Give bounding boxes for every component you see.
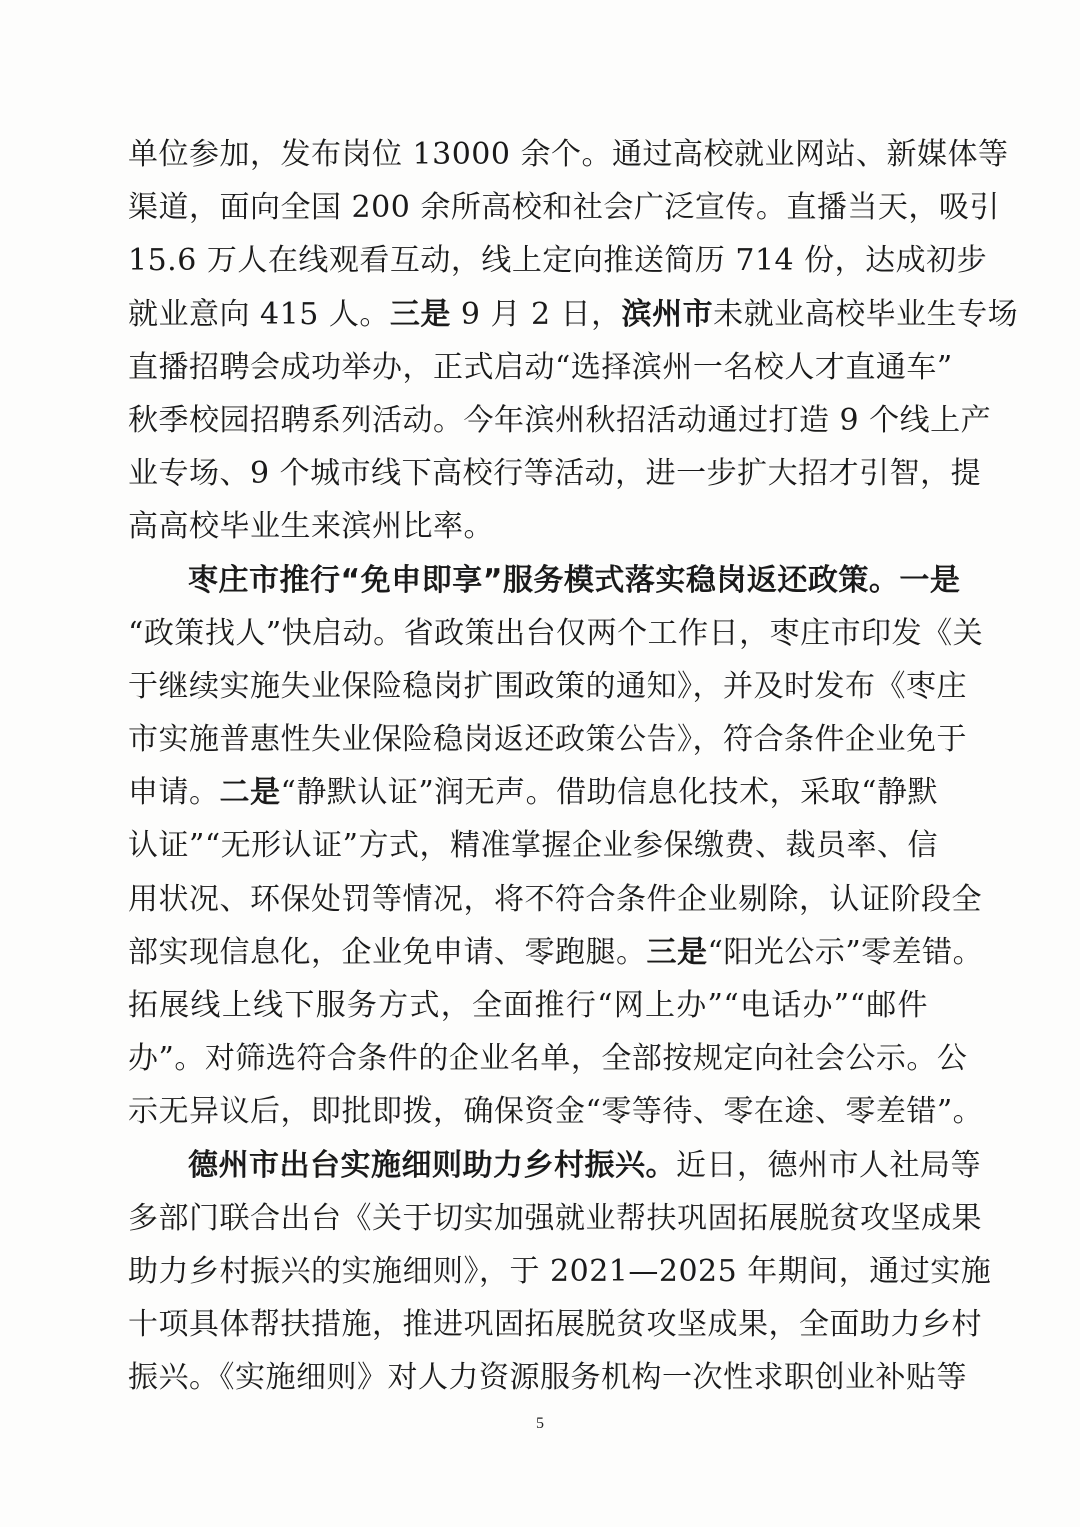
- text-line: [128, 1139, 981, 1192]
- text-line: [128, 181, 1000, 234]
- text-run: “阳光公示”零差错。: [707, 934, 984, 970]
- text-line: [128, 660, 967, 713]
- text-run: 秋季校园招聘系列活动。今年滨州秋招活动通过打造 9 个线上产: [128, 402, 992, 438]
- text-line: [128, 1351, 967, 1404]
- text-run: 于继续实施失业保险稳岗扩围政策的通知》，并及时发布《枣庄: [128, 668, 967, 704]
- text-line: [128, 128, 1009, 181]
- text-line: [128, 607, 984, 660]
- text-run: 单位参加，发布岗位 13000 余个。通过高校就业网站、新媒体等: [128, 137, 1009, 172]
- text-run: 就业意向 415 人。: [128, 296, 390, 332]
- text-line: [128, 447, 982, 500]
- text-run: 未就业高校毕业生专场: [713, 296, 1019, 332]
- text-line: [128, 766, 939, 819]
- text-run: 渠道，面向全国 200 余所高校和社会广泛宣传。直播当天，吸引: [128, 190, 1000, 226]
- text-run: 用状况、环保处罚等情况，将不符合条件企业剔除，认证阶段全: [128, 881, 982, 917]
- bold-text-run: 德州市出台实施细则助力乡村振兴。: [188, 1147, 676, 1183]
- bold-text-run: 三是: [389, 296, 451, 332]
- text-line: [128, 1032, 968, 1085]
- text-line: [128, 926, 984, 979]
- text-run: 15.6 万人在线观看互动，线上定向推送简历 714 份，达成初步: [128, 243, 988, 279]
- text-run: “静默认证”润无声。借助信息化技术，采取“静默: [280, 775, 939, 811]
- text-line: [128, 394, 992, 447]
- bold-text-run: 三是: [646, 934, 708, 970]
- text-line: [128, 873, 982, 926]
- text-run: 9 月 2 日，: [450, 296, 622, 332]
- text-line: [128, 341, 953, 394]
- text-run: 直播招聘会成功举办，正式启动“选择滨州一名校人才直通车”: [128, 349, 953, 385]
- text-line: [128, 819, 939, 872]
- text-run: 助力乡村振兴的实施细则》，于 2021—2025 年期间，通过实施: [128, 1253, 992, 1289]
- bold-text-run: 枣庄市推行“免申即享”服务模式落实稳岗返还政策。一是: [188, 562, 961, 598]
- text-line: [128, 288, 1019, 341]
- text-run: 振兴。《实施细则》对人力资源服务机构一次性求职创业补贴等: [128, 1360, 967, 1396]
- text-run: 部实现信息化，企业免申请、零跑腿。: [128, 934, 647, 970]
- paragraph: [128, 554, 984, 1139]
- text-line: [128, 234, 988, 287]
- text-run: 近日，德州市人社局等: [676, 1147, 981, 1183]
- paragraph: [128, 128, 1019, 554]
- bold-text-run: 二是: [219, 775, 281, 811]
- bold-text-run: 滨州市: [621, 296, 714, 332]
- text-line: [128, 979, 928, 1032]
- text-run: 办”。对筛选符合条件的企业名单，全部按规定向社会公示。公: [128, 1041, 968, 1077]
- text-run: “政策找人”快启动。省政策出台仅两个工作日，枣庄市印发《关: [128, 615, 984, 651]
- text-line: [128, 500, 928, 553]
- text-run: 十项具体帮扶措施，推进巩固拓展脱贫攻坚成果，全面助力乡村: [128, 1307, 982, 1343]
- text-line: [128, 1298, 982, 1351]
- page-number: 5: [536, 1415, 544, 1432]
- text-run: 高高校毕业生来滨州比率。: [128, 509, 494, 545]
- body-text: [128, 128, 1019, 1405]
- text-run: 业专场、9 个城市线下高校行等活动，进一步扩大招才引智，提: [128, 456, 982, 492]
- text-line: [128, 1245, 992, 1298]
- paragraph: [128, 1139, 992, 1405]
- text-run: 申请。: [128, 775, 220, 811]
- text-line: [128, 554, 961, 607]
- text-run: 示无异议后，即批即拨，确保资金“零等待、零在途、零差错”。: [128, 1094, 984, 1130]
- text-run: 拓展线上线下服务方式，全面推行“网上办”“电话办”“邮件: [128, 988, 928, 1023]
- text-run: 认证”“无形认证”方式，精准掌握企业参保缴费、裁员率、信: [128, 828, 939, 864]
- text-line: [128, 1192, 982, 1245]
- text-line: [128, 1085, 984, 1138]
- text-run: 多部门联合出台《关于切实加强就业帮扶巩固拓展脱贫攻坚成果: [128, 1200, 982, 1236]
- text-line: [128, 713, 967, 766]
- text-run: 市实施普惠性失业保险稳岗返还政策公告》，符合条件企业免于: [128, 722, 967, 758]
